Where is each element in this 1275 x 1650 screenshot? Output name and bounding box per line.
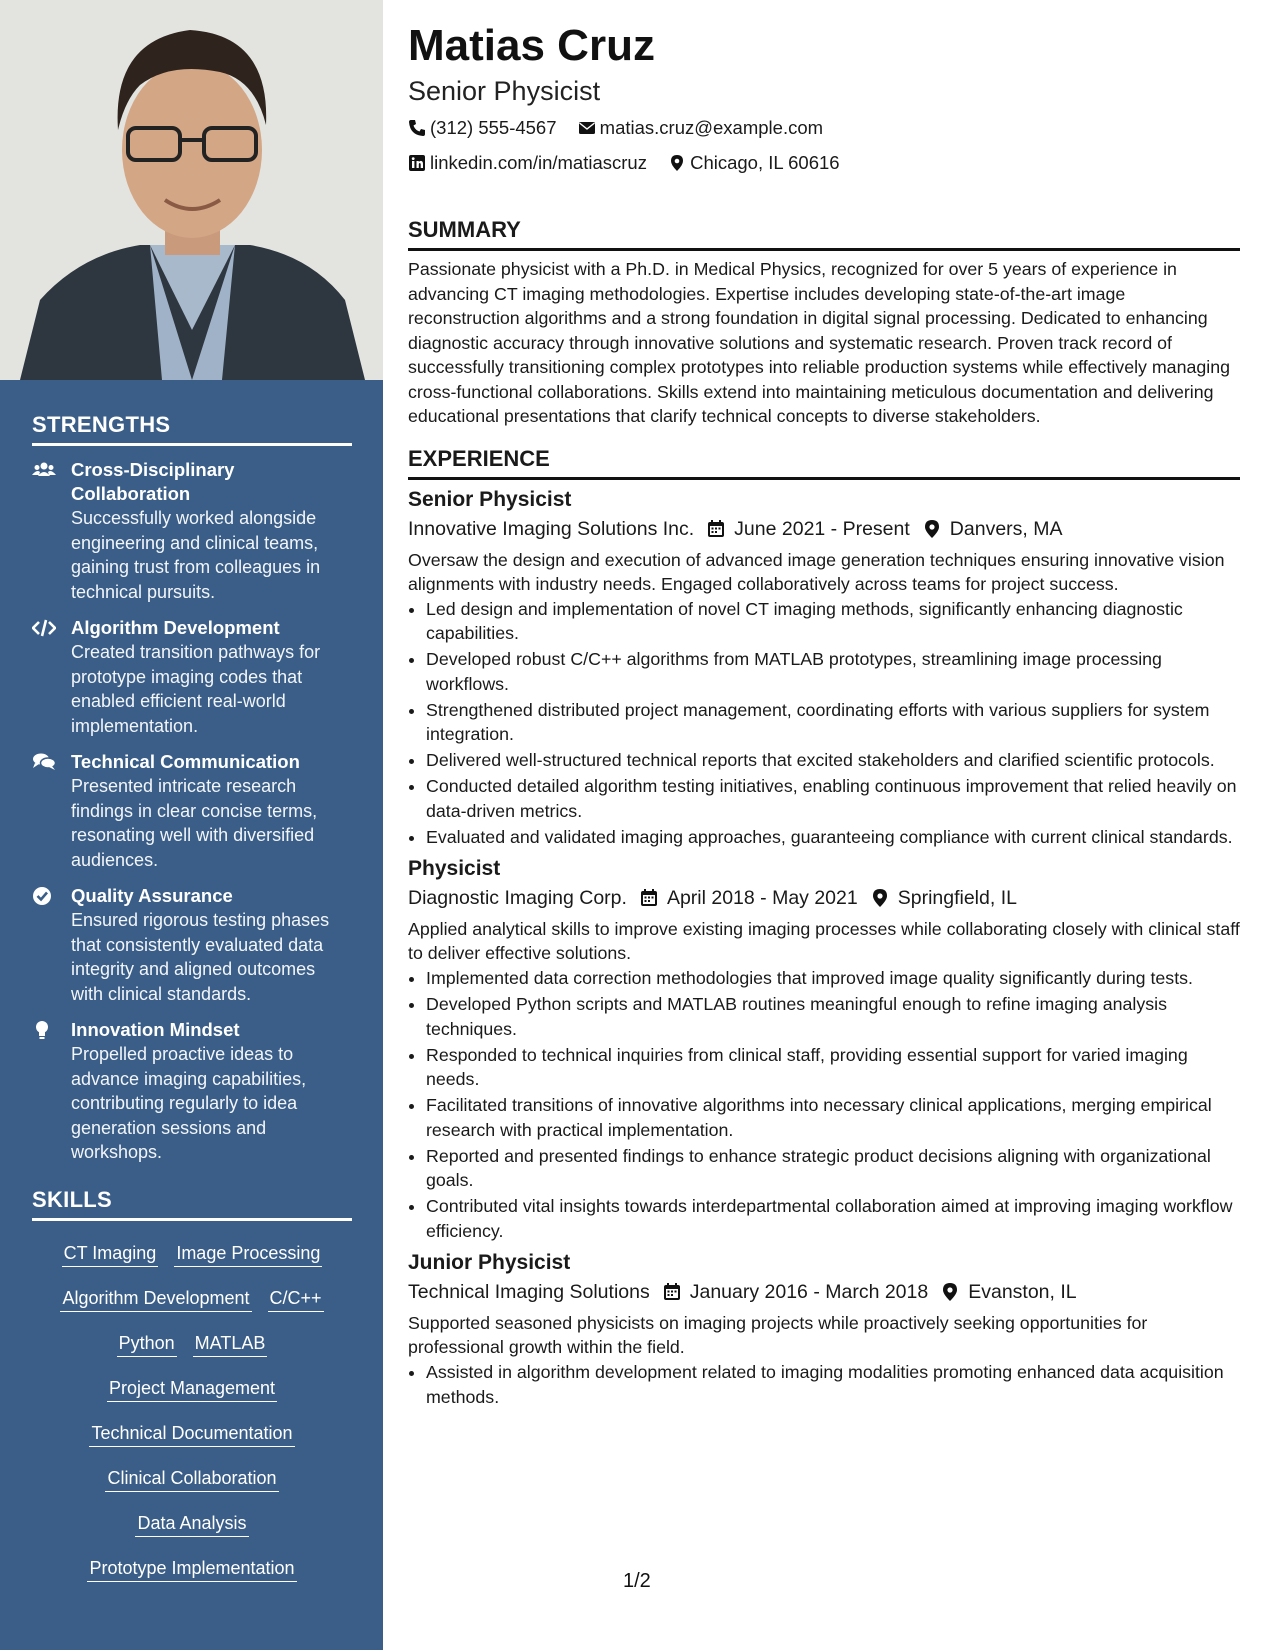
bullet-item: • Assisted in algorithm development related to imaging modalities promoting enhanced data acquisition methods. bbox=[426, 1360, 1240, 1409]
strength-desc: Presented intricate research findings in clear concise terms, resonating well with diversified audiences. bbox=[71, 776, 318, 870]
strength-desc: Ensured rigorous testing phases that consistently evaluated data integrity and aligned outcomes with clinical standards. bbox=[71, 910, 330, 1004]
skill-tag: Project Management bbox=[107, 1376, 277, 1402]
bullet-item: • Contributed vital insights towards interdepartmental collaboration aimed at improving imaging workflow efficiency. bbox=[426, 1194, 1240, 1243]
skill-tag: MATLAB bbox=[193, 1331, 268, 1357]
calendar-icon bbox=[662, 1282, 682, 1302]
job-description: Oversaw the design and execution of advanced image generation techniques ensuring innovative vision alignments with industry needs. Engaged collaboratively across teams for project success. bbox=[408, 549, 1225, 594]
map-pin-icon bbox=[940, 1282, 960, 1302]
envelope-icon bbox=[578, 119, 596, 137]
page-indicator: 1/2 bbox=[623, 1570, 651, 1592]
bullet-item: • Evaluated and validated imaging approaches, guaranteeing compliance with current clinical standards. bbox=[426, 825, 1240, 850]
job-title: Physicist bbox=[408, 857, 501, 880]
map-pin-icon bbox=[870, 888, 890, 908]
job-entry bbox=[408, 486, 1240, 850]
calendar-icon bbox=[639, 888, 659, 908]
bullet-item: • Responded to technical inquiries from clinical staff, providing essential support for varied imaging needs. bbox=[426, 1043, 1240, 1092]
job-meta bbox=[408, 514, 1240, 544]
strength-title: Algorithm Development bbox=[71, 617, 280, 638]
job-title: Junior Physicist bbox=[408, 1251, 571, 1274]
strength-item bbox=[32, 884, 352, 1006]
profile-photo bbox=[0, 0, 383, 380]
phone-item bbox=[408, 112, 557, 144]
location-text: Chicago, IL 60616 bbox=[690, 152, 840, 173]
job-location: Evanston, IL bbox=[968, 1281, 1077, 1303]
job-dates: January 2016 - March 2018 bbox=[689, 1281, 929, 1303]
skill-tag: Python bbox=[117, 1331, 177, 1357]
strength-title: Innovation Mindset bbox=[71, 1019, 240, 1040]
experience-heading: EXPERIENCE bbox=[408, 445, 1240, 480]
map-pin-icon bbox=[668, 154, 686, 172]
skill-tag: Clinical Collaboration bbox=[105, 1466, 278, 1492]
job-location: Springfield, IL bbox=[897, 887, 1017, 909]
skills-list bbox=[32, 1231, 352, 1591]
bullet-item: • Reported and presented findings to enhance strategic product decisions aligning with organizational goals. bbox=[426, 1144, 1240, 1193]
strength-item bbox=[32, 458, 352, 604]
strength-title: Technical Communication bbox=[71, 751, 300, 772]
strengths-heading: STRENGTHS bbox=[32, 412, 352, 446]
location-item bbox=[668, 147, 839, 179]
skill-tag: Algorithm Development bbox=[60, 1286, 251, 1312]
linkedin-item[interactable] bbox=[408, 147, 647, 179]
comments-icon bbox=[32, 752, 56, 772]
person-title: Senior Physicist bbox=[408, 76, 601, 106]
calendar-icon bbox=[706, 519, 726, 539]
job-meta bbox=[408, 1277, 1240, 1307]
job-entry bbox=[408, 855, 1240, 1243]
strength-title: Cross-Disciplinary Collaboration bbox=[71, 459, 235, 504]
bullet-item: • Delivered well-structured technical reports that excited stakeholders and clarified scientific protocols. bbox=[426, 748, 1240, 773]
bullet-item: • Led design and implementation of novel CT imaging methods, significantly enhancing diagnostic capabilities. bbox=[426, 597, 1240, 646]
bullet-item: • Facilitated transitions of innovative algorithms into necessary clinical applications, merging empirical research with practical implementation. bbox=[426, 1093, 1240, 1142]
contact-info bbox=[408, 112, 1240, 182]
code-icon bbox=[32, 618, 56, 638]
phone-icon bbox=[408, 119, 426, 137]
bullet-item: • Strengthened distributed project management, coordinating efforts with various suppliers for system integration. bbox=[426, 698, 1240, 747]
summary-heading: SUMMARY bbox=[408, 216, 1240, 251]
bullet-item: • Implemented data correction methodologies that improved image quality significantly during tests. bbox=[426, 966, 1240, 991]
sidebar bbox=[0, 0, 383, 1650]
linkedin-link[interactable]: linkedin.com/in/matiascruz bbox=[430, 152, 647, 173]
experience-section bbox=[408, 445, 1240, 1410]
strength-desc: Successfully worked alongside engineering and clinical teams, gaining trust from colleagues in technical pursuits. bbox=[71, 508, 321, 602]
email-item[interactable] bbox=[578, 112, 823, 144]
bullet-item: • Conducted detailed algorithm testing initiatives, enabling continuous improvement that relied heavily on data-driven metrics. bbox=[426, 774, 1240, 823]
skills-heading: SKILLS bbox=[32, 1187, 352, 1221]
job-description: Applied analytical skills to improve existing imaging processes while collaborating closely with clinical staff to deliver effective solutions. bbox=[408, 919, 1240, 963]
main-content bbox=[408, 18, 1240, 1411]
bullet-item: • Developed robust C/C++ algorithms from MATLAB prototypes, streamlining image processing workflows. bbox=[426, 647, 1240, 696]
strength-item bbox=[32, 1018, 352, 1165]
job-dates: April 2018 - May 2021 bbox=[666, 887, 858, 909]
strength-item bbox=[32, 750, 352, 872]
job-meta bbox=[408, 883, 1240, 913]
map-pin-icon bbox=[922, 519, 942, 539]
phone-text: (312) 555-4567 bbox=[430, 117, 557, 138]
strengths-section bbox=[32, 412, 352, 1165]
strength-desc: Created transition pathways for prototype imaging codes that enabled efficient real-world implementation. bbox=[71, 642, 321, 736]
strength-title: Quality Assurance bbox=[71, 885, 233, 906]
job-location: Danvers, MA bbox=[949, 517, 1063, 540]
skills-section bbox=[32, 1187, 352, 1591]
linkedin-icon bbox=[408, 154, 426, 172]
summary-text: Passionate physicist with a Ph.D. in Medical Physics, recognized for over 5 years of experience in advancing CT imaging methodologies. Expertise includes developing state-of-the-art image reconstruction algorithms and a strong foundation in digital signal processing. Dedicated to enhancing diagnostic accuracy through innovative solutions and systematic research. Proven track record of successfully transitioning complex prototypes into reliable production systems while effectively managing cross-functional collaborations. Skills extend into maintaining meticulous documentation and delivering educational presentations that clarify technical concepts to diverse stakeholders. bbox=[408, 259, 1230, 426]
job-bullets bbox=[408, 1360, 1240, 1409]
job-company: Innovative Imaging Solutions Inc. bbox=[408, 517, 695, 540]
skill-tag: CT Imaging bbox=[62, 1241, 159, 1267]
skill-tag: Prototype Implementation bbox=[87, 1556, 296, 1582]
skill-tag: Data Analysis bbox=[135, 1511, 248, 1537]
job-description: Supported seasoned physicists on imaging projects while proactively seeking opportunities for professional growth within the field. bbox=[408, 1313, 1148, 1357]
job-title: Senior Physicist bbox=[408, 487, 572, 511]
strength-item bbox=[32, 616, 352, 738]
strength-desc: Propelled proactive ideas to advance imaging capabilities, contributing regularly to idea generation sessions and workshops. bbox=[71, 1044, 307, 1162]
bullet-item: • Developed Python scripts and MATLAB routines meaningful enough to refine imaging analysis techniques. bbox=[426, 992, 1240, 1041]
job-dates: June 2021 - Present bbox=[734, 517, 910, 540]
job-bullets bbox=[408, 966, 1240, 1243]
skill-tag: Image Processing bbox=[174, 1241, 322, 1267]
email-link[interactable]: matias.cruz@example.com bbox=[599, 117, 824, 138]
job-entry bbox=[408, 1249, 1240, 1409]
users-icon bbox=[32, 460, 56, 480]
check-circle-icon bbox=[32, 886, 56, 906]
skill-tag: Technical Documentation bbox=[89, 1421, 294, 1447]
job-company: Technical Imaging Solutions bbox=[408, 1281, 650, 1303]
person-name: Matias Cruz bbox=[408, 21, 655, 70]
summary-section bbox=[408, 216, 1240, 429]
lightbulb-icon bbox=[32, 1020, 56, 1040]
job-bullets bbox=[408, 597, 1240, 850]
skill-tag: C/C++ bbox=[268, 1286, 324, 1312]
job-company: Diagnostic Imaging Corp. bbox=[408, 887, 627, 909]
